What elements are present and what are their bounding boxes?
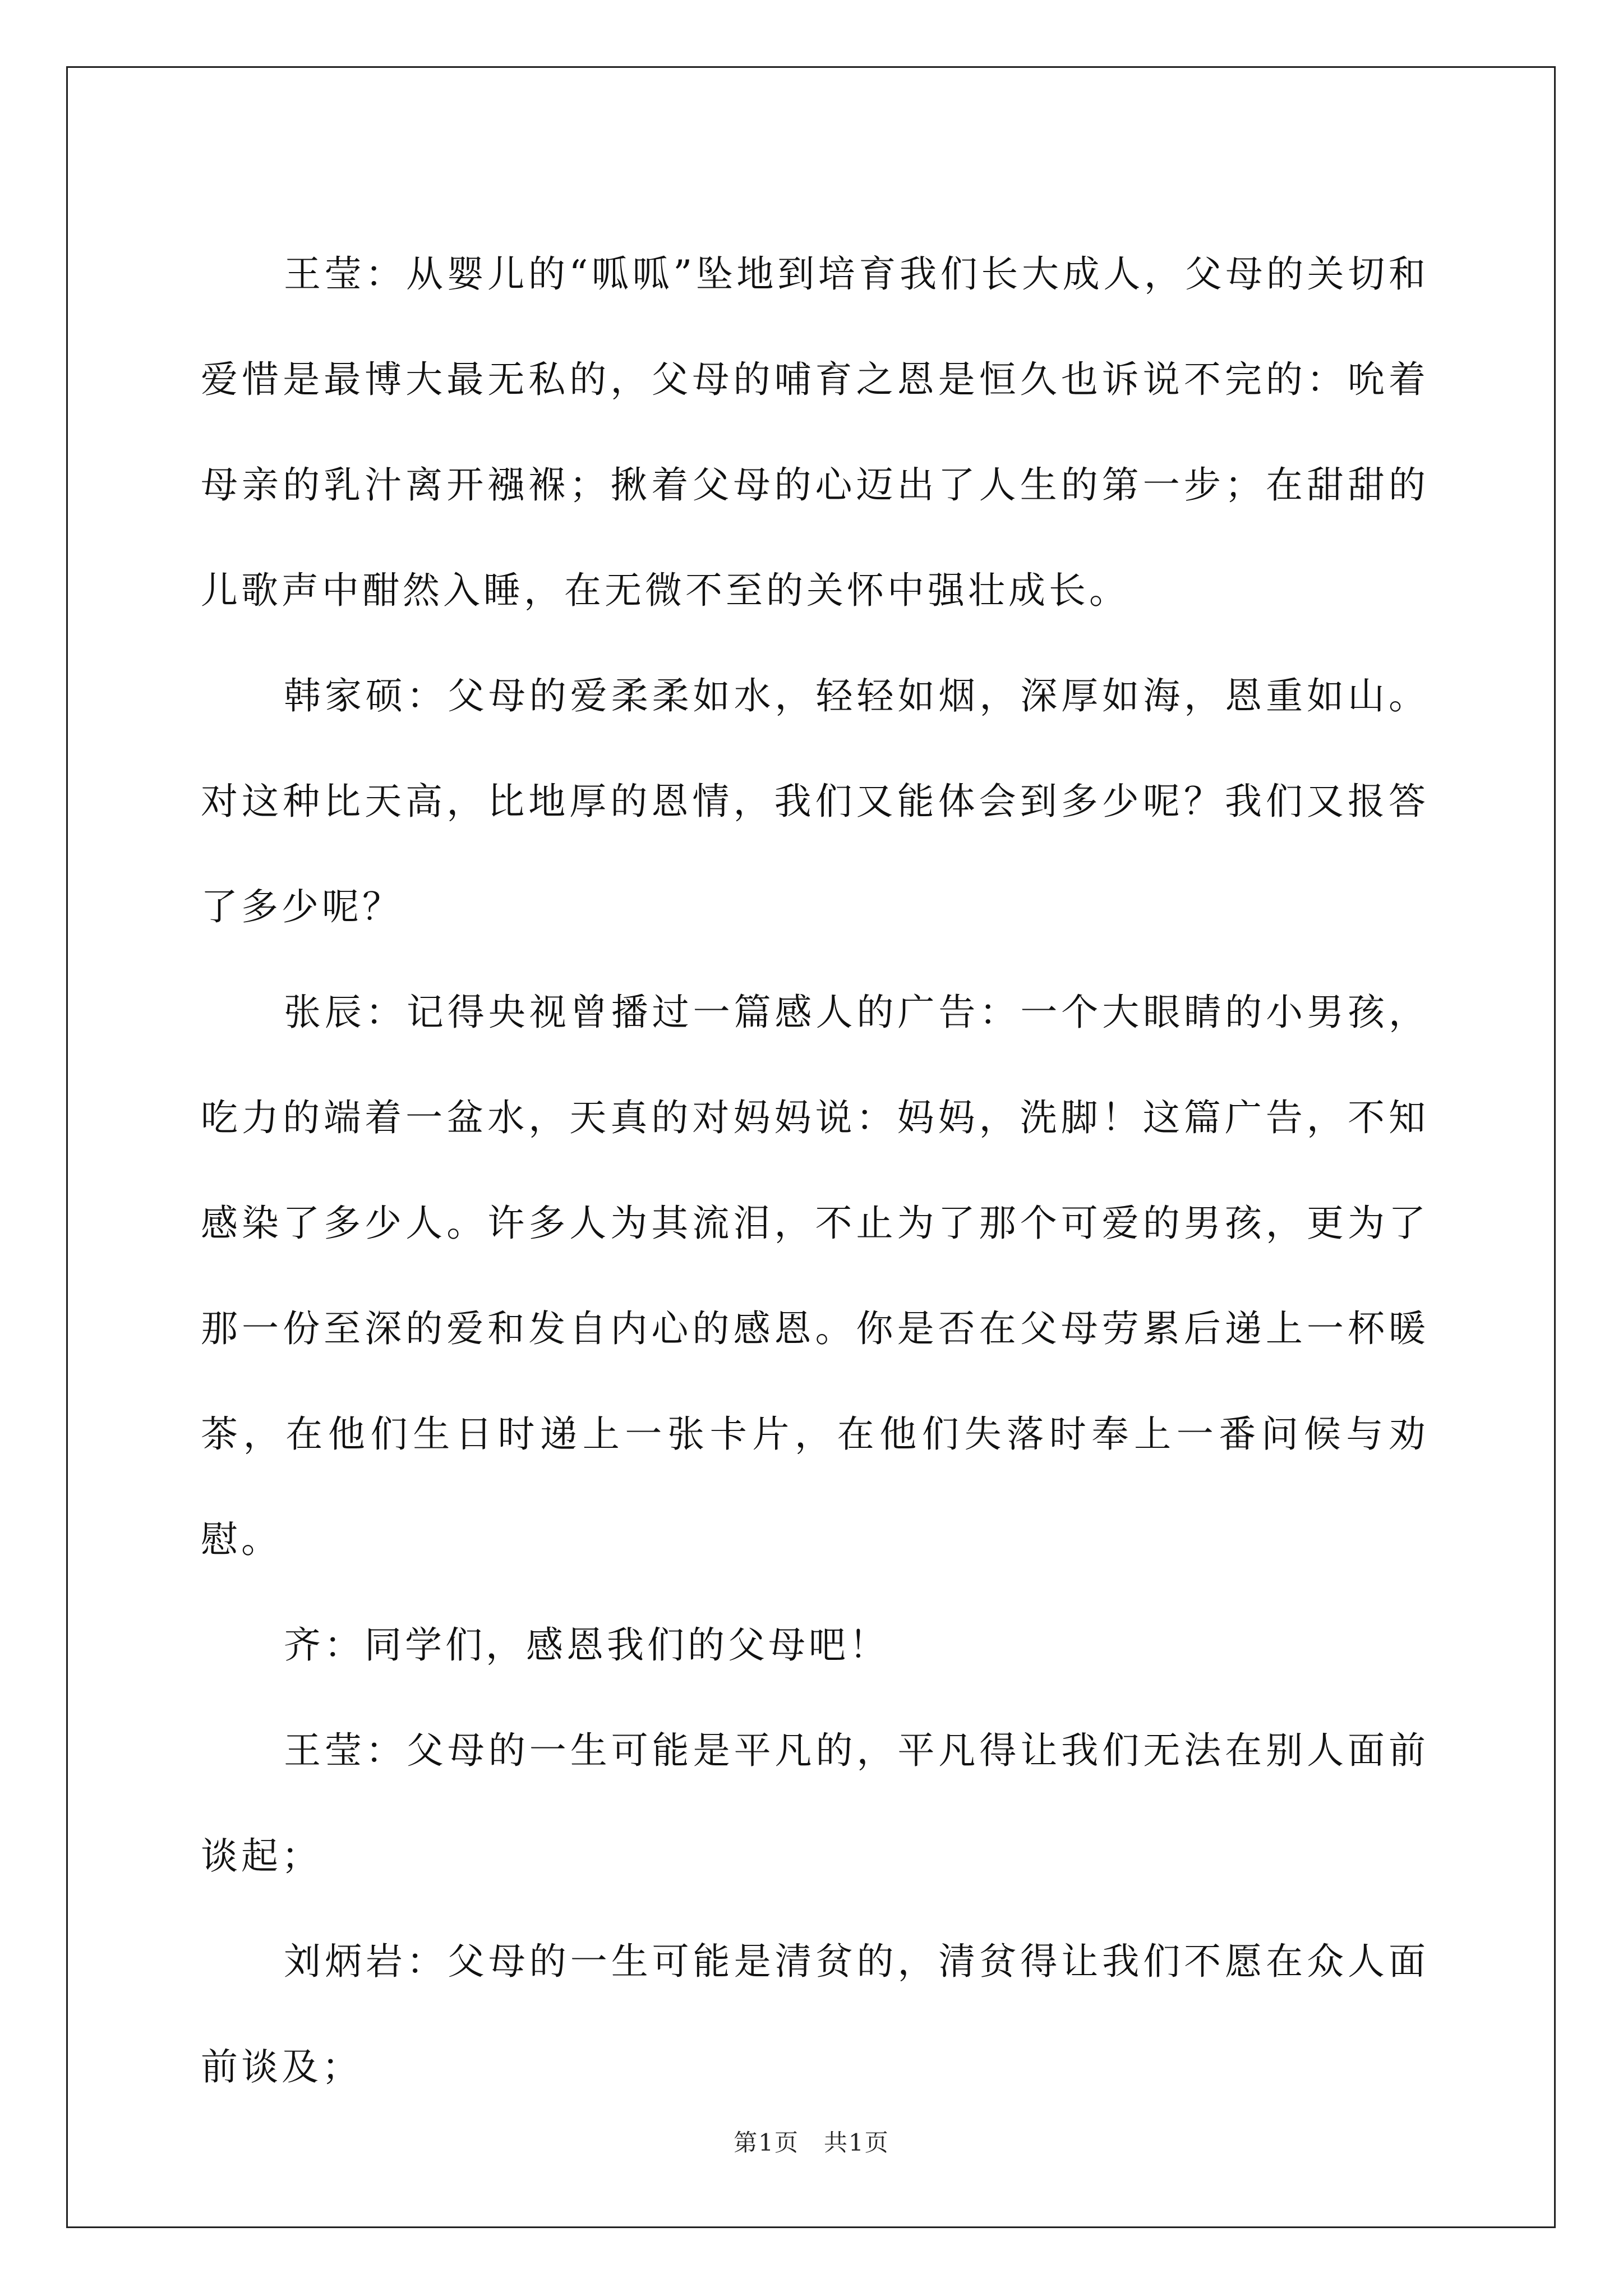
paragraph-wangying-1: 王莹：从婴儿的“呱呱”坠地到培育我们长大成人，父母的关切和爱惜是最博大最无私的，父母的哺育之恩是恒久也诉说不完的：吮着母亲的乳汁离开襁褓；揪着父母的心迈出了人生的第一步；在甜甜的儿歌声中酣然入睡，在无微不至的关怀中强壮成长。 bbox=[201, 252, 1429, 612]
paragraph-zhangchen: 张辰：记得央视曾播过一篇感人的广告：一个大眼睛的小男孩，吃力的端着一盆水，天真的对妈妈说：妈妈，洗脚！这篇广告，不知感染了多少人。许多人为其流泪，不止为了那个可爱的男孩，更为了那一份至深的爱和发自内心的感恩。你是否在父母劳累后递上一杯暖茶，在他们生日时递上一张卡片，在他们失落时奉上一番问候与劝慰。 bbox=[201, 991, 1429, 1561]
document-body bbox=[201, 222, 1429, 2120]
paragraph-liubingyan: 刘炳岩：父母的一生可能是清贫的，清贫得让我们不愿在众人面前谈及； bbox=[201, 1940, 1429, 2088]
paragraph-all-together: 齐：同学们，感恩我们的父母吧！ bbox=[284, 1623, 889, 1667]
paragraph-hanjiashuo: 韩家硕：父母的爱柔柔如水，轻轻如烟，深厚如海，恩重如山。对这种比天高，比地厚的恩情，我们又能体会到多少呢？我们又报答了多少呢？ bbox=[201, 674, 1429, 928]
paragraph-wangying-2: 王莹：父母的一生可能是平凡的，平凡得让我们无法在别人面前谈起； bbox=[201, 1729, 1429, 1878]
page-number-footer: 第1页 共1页 bbox=[734, 2129, 889, 2156]
